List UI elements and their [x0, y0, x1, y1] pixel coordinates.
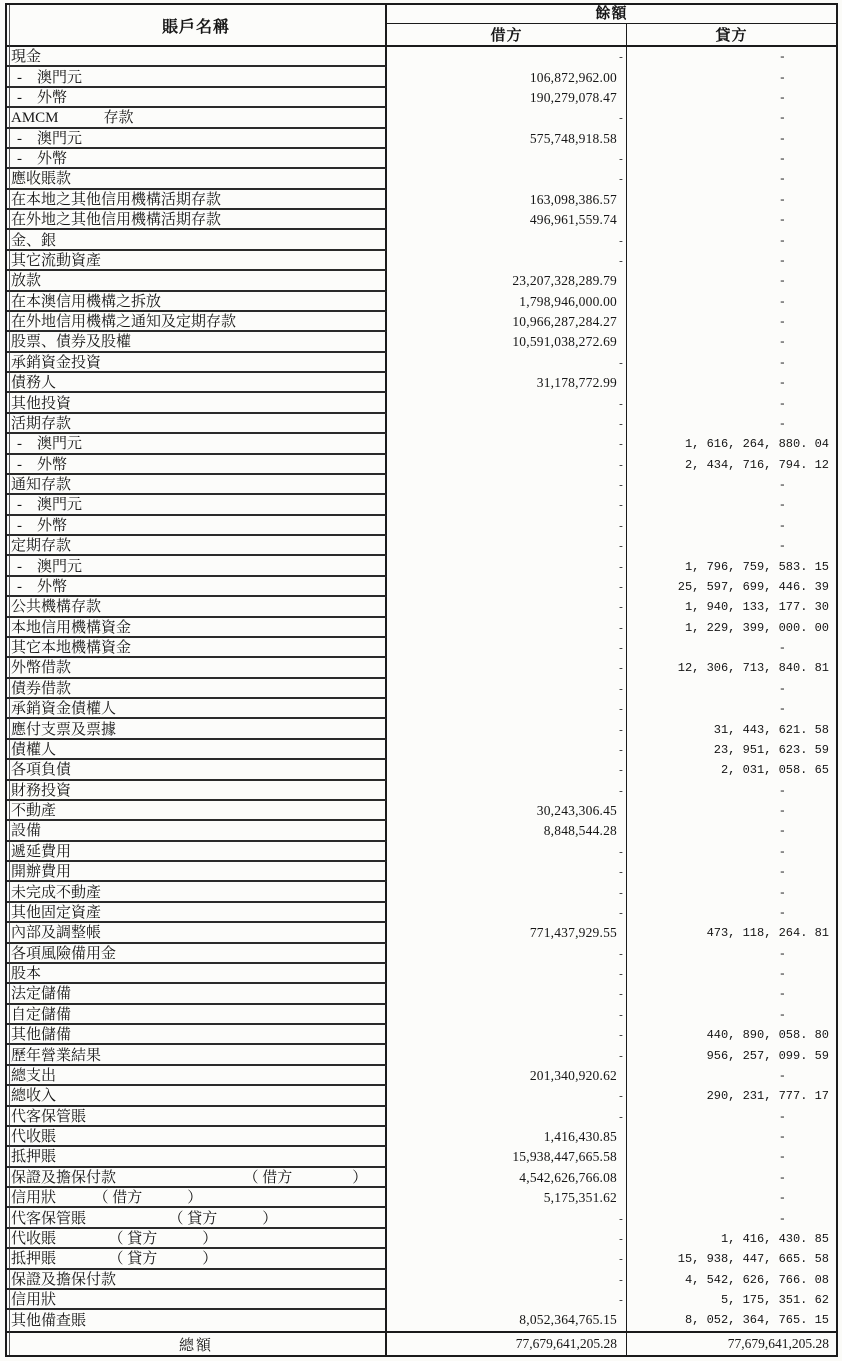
table-row [7, 719, 836, 739]
table-row [7, 230, 836, 250]
account-name-cell: 定期存款 [7, 536, 387, 556]
account-name-cell: 各項風險備用金 [7, 944, 387, 964]
table-row [7, 1127, 836, 1147]
account-name-cell: 其它本地機構資金 [7, 638, 387, 658]
account-name-cell: 其它流動資產 [7, 251, 387, 271]
debit-cell: - [387, 679, 627, 699]
table-row [7, 67, 836, 87]
account-name-cell: 代收賬 [7, 1127, 387, 1147]
table-row [7, 801, 836, 821]
table-row [7, 699, 836, 719]
credit-cell: - [778, 396, 786, 411]
debit-cell: - [387, 862, 627, 882]
account-name-cell: - 澳門元 [7, 495, 387, 515]
table-row [7, 271, 836, 291]
debit-cell: - [387, 1249, 627, 1269]
credit-cell: - [778, 172, 786, 187]
credit-cell: - [778, 783, 786, 798]
debit-cell: 10,966,287,284.27 [387, 312, 627, 332]
table-row [7, 577, 836, 597]
account-name-cell: 外幣借款 [7, 658, 387, 678]
account-name-cell: 財務投資 [7, 781, 387, 801]
account-name-cell: - 外幣 [7, 455, 387, 475]
account-name-cell: 債權人 [7, 740, 387, 760]
debit-cell: 8,848,544.28 [387, 821, 627, 841]
table-row [7, 1270, 836, 1290]
debit-cell: - [387, 577, 627, 597]
table-row [7, 638, 836, 658]
total-row [7, 1331, 836, 1355]
table-row [7, 210, 836, 230]
credit-cell: - [778, 233, 786, 248]
account-name-cell: 代客保管賬 [7, 1107, 387, 1127]
debit-cell: - [387, 1290, 627, 1310]
account-name-cell: 債券借款 [7, 679, 387, 699]
account-name-cell: 其他固定資產 [7, 903, 387, 923]
header-account-name: 賬戶名稱 [7, 5, 387, 45]
debit-cell: 163,098,386.57 [387, 190, 627, 210]
debit-cell: - [387, 903, 627, 923]
debit-cell: 23,207,328,289.79 [387, 271, 627, 291]
debit-cell: 8,052,364,765.15 [387, 1310, 627, 1330]
account-name-cell: 應收賬款 [7, 169, 387, 189]
account-name-cell: 遞延費用 [7, 842, 387, 862]
table-header [7, 5, 836, 47]
account-name-cell: 放款 [7, 271, 387, 291]
account-name-cell: 承銷資金投資 [7, 353, 387, 373]
credit-cell: - [778, 1109, 786, 1124]
table-row [7, 903, 836, 923]
credit-cell: - [778, 865, 786, 880]
debit-cell: - [387, 842, 627, 862]
debit-cell: - [387, 719, 627, 739]
table-row [7, 434, 836, 454]
account-name-cell: 在外地信用機構之通知及定期存款 [7, 312, 387, 332]
table-row [7, 292, 836, 312]
account-name-cell: 股本 [7, 964, 387, 984]
debit-cell: 4,542,626,766.08 [387, 1168, 627, 1188]
debit-cell: - [387, 781, 627, 801]
debit-cell: - [387, 1270, 627, 1290]
table-row [7, 1229, 836, 1249]
account-name-cell: - 澳門元 [7, 67, 387, 87]
debit-cell: 201,340,920.62 [387, 1066, 627, 1086]
table-row [7, 108, 836, 128]
debit-cell: 496,961,559.74 [387, 210, 627, 230]
table-row [7, 597, 836, 617]
debit-cell: - [387, 638, 627, 658]
account-name-cell: 總支出 [7, 1066, 387, 1086]
table-row [7, 1168, 836, 1188]
header-credit: 貸方 [715, 28, 748, 44]
debit-cell: - [387, 1107, 627, 1127]
account-name-cell: 保證及擔保付款 （ 借方 ） [7, 1168, 387, 1188]
credit-cell: - [778, 967, 786, 982]
credit-cell: 1, 229, 399, 000. 00 [684, 620, 829, 635]
table-row [7, 1066, 836, 1086]
credit-cell: 12, 306, 713, 840. 81 [677, 661, 829, 676]
debit-cell: 575,748,918.58 [387, 129, 627, 149]
debit-cell: - [387, 597, 627, 617]
credit-cell: 23, 951, 623. 59 [713, 742, 829, 757]
credit-cell: 8, 052, 364, 765. 15 [684, 1313, 829, 1328]
credit-cell: - [778, 416, 786, 431]
credit-cell: 5, 175, 351. 62 [720, 1293, 829, 1308]
credit-cell: - [778, 539, 786, 554]
table-row [7, 1249, 836, 1269]
debit-cell: - [387, 658, 627, 678]
account-name-cell: AMCM 存款 [7, 108, 387, 128]
debit-cell: - [387, 108, 627, 128]
account-name-cell: 在外地之其他信用機構活期存款 [7, 210, 387, 230]
account-name-cell: 在本地之其他信用機構活期存款 [7, 190, 387, 210]
account-name-cell: - 外幣 [7, 88, 387, 108]
table-row [7, 984, 836, 1004]
table-row [7, 47, 836, 67]
credit-cell: - [778, 274, 786, 289]
account-name-cell: 活期存款 [7, 414, 387, 434]
debit-cell: 15,938,447,665.58 [387, 1147, 627, 1167]
account-name-cell: 通知存款 [7, 475, 387, 495]
account-name-cell: 其他備查賬 [7, 1310, 387, 1330]
account-name-cell: - 澳門元 [7, 129, 387, 149]
debit-cell: - [387, 536, 627, 556]
table-row [7, 353, 836, 373]
account-name-cell: 其他儲備 [7, 1025, 387, 1045]
table-row [7, 618, 836, 638]
table-row [7, 923, 836, 943]
table-row [7, 169, 836, 189]
credit-cell: 956, 257, 099. 59 [706, 1048, 829, 1063]
credit-cell: - [778, 844, 786, 859]
table-row [7, 781, 836, 801]
header-balance: 餘額 [387, 5, 836, 24]
header-subcolumns [387, 24, 836, 45]
credit-cell: 31, 443, 621. 58 [713, 722, 829, 737]
credit-cell: - [778, 152, 786, 167]
debit-cell: - [387, 1045, 627, 1065]
debit-cell: - [387, 434, 627, 454]
table-row [7, 1290, 836, 1310]
credit-cell: - [778, 1211, 786, 1226]
credit-cell: - [778, 335, 786, 350]
debit-cell: - [387, 149, 627, 169]
credit-cell: 1, 796, 759, 583. 15 [684, 559, 829, 574]
account-name-cell: 應付支票及票據 [7, 719, 387, 739]
table-row [7, 251, 836, 271]
credit-cell: - [778, 804, 786, 819]
account-name-cell: 債務人 [7, 373, 387, 393]
debit-cell: - [387, 47, 627, 67]
account-name-cell: 在本澳信用機構之拆放 [7, 292, 387, 312]
table-body [7, 47, 836, 1331]
credit-cell: - [778, 1007, 786, 1022]
table-row [7, 964, 836, 984]
table-row [7, 88, 836, 108]
table-row [7, 149, 836, 169]
balance-table [5, 3, 838, 1357]
table-row [7, 821, 836, 841]
table-row [7, 536, 836, 556]
table-row [7, 332, 836, 352]
account-name-cell: 抵押賬 （ 貸方 ） [7, 1249, 387, 1269]
table-row [7, 882, 836, 902]
table-row [7, 862, 836, 882]
credit-cell: - [778, 518, 786, 533]
credit-cell: - [778, 946, 786, 961]
debit-cell: 1,416,430.85 [387, 1127, 627, 1147]
table-row [7, 944, 836, 964]
table-row [7, 455, 836, 475]
table-row [7, 1310, 836, 1330]
debit-cell: - [387, 556, 627, 576]
table-row [7, 1025, 836, 1045]
credit-cell: - [778, 50, 786, 65]
debit-cell: - [387, 495, 627, 515]
account-name-cell: - 澳門元 [7, 556, 387, 576]
debit-cell: - [387, 230, 627, 250]
table-row [7, 414, 836, 434]
table-row [7, 129, 836, 149]
table-row [7, 475, 836, 495]
account-name-cell: 設備 [7, 821, 387, 841]
debit-cell: 1,798,946,000.00 [387, 292, 627, 312]
table-row [7, 1086, 836, 1106]
debit-cell: - [387, 618, 627, 638]
credit-cell: - [778, 1191, 786, 1206]
account-name-cell: 股票、債券及股權 [7, 332, 387, 352]
credit-cell: 1, 940, 133, 177. 30 [684, 600, 829, 615]
credit-cell: 440, 890, 058. 80 [706, 1028, 829, 1043]
credit-cell: - [778, 641, 786, 656]
table-row [7, 373, 836, 393]
account-name-cell: 法定儲備 [7, 984, 387, 1004]
total-credit-value: 77,679,641,205.28 [727, 1336, 829, 1351]
credit-cell: - [778, 70, 786, 85]
account-name-cell: 本地信用機構資金 [7, 618, 387, 638]
credit-cell: - [778, 213, 786, 228]
table-row [7, 1208, 836, 1228]
debit-cell: 5,175,351.62 [387, 1188, 627, 1208]
debit-cell: 106,872,962.00 [387, 67, 627, 87]
table-row [7, 740, 836, 760]
table-row [7, 679, 836, 699]
account-name-cell: 各項負債 [7, 760, 387, 780]
debit-cell: - [387, 1229, 627, 1249]
debit-cell: 10,591,038,272.69 [387, 332, 627, 352]
account-name-cell: 信用狀 [7, 1290, 387, 1310]
credit-cell: - [778, 376, 786, 391]
credit-cell: - [778, 1170, 786, 1185]
account-name-cell: 信用狀 （ 借方 ） [7, 1188, 387, 1208]
table-row [7, 393, 836, 413]
account-name-cell: 其他投資 [7, 393, 387, 413]
account-name-cell: 未完成不動產 [7, 882, 387, 902]
credit-cell: - [778, 702, 786, 717]
table-row [7, 1107, 836, 1127]
debit-cell: - [387, 353, 627, 373]
debit-cell: - [387, 393, 627, 413]
table-row [7, 658, 836, 678]
account-name-cell: 保證及擔保付款 [7, 1270, 387, 1290]
credit-cell: - [778, 885, 786, 900]
debit-cell: - [387, 455, 627, 475]
table-row [7, 495, 836, 515]
account-name-cell: 公共機構存款 [7, 597, 387, 617]
credit-cell: 1, 416, 430. 85 [720, 1231, 829, 1246]
account-name-cell: 承銷資金債權人 [7, 699, 387, 719]
credit-cell: - [778, 90, 786, 105]
table-row [7, 1147, 836, 1167]
table-row [7, 190, 836, 210]
credit-cell: - [778, 824, 786, 839]
credit-cell: 473, 118, 264. 81 [706, 926, 829, 941]
table-row [7, 1005, 836, 1025]
credit-cell: - [778, 478, 786, 493]
account-name-cell: - 外幣 [7, 516, 387, 536]
credit-cell: 25, 597, 699, 446. 39 [677, 579, 829, 594]
debit-cell: - [387, 964, 627, 984]
debit-cell: - [387, 1005, 627, 1025]
debit-cell: 31,178,772.99 [387, 373, 627, 393]
credit-cell: - [778, 1150, 786, 1165]
account-name-cell: - 外幣 [7, 149, 387, 169]
account-name-cell: 代客保管賬 （ 貸方 ） [7, 1208, 387, 1228]
credit-cell: 2, 434, 716, 794. 12 [684, 457, 829, 472]
credit-cell: - [778, 315, 786, 330]
debit-cell: 190,279,078.47 [387, 88, 627, 108]
credit-cell: - [778, 355, 786, 370]
debit-cell: 30,243,306.45 [387, 801, 627, 821]
credit-cell: 2, 031, 058. 65 [720, 763, 829, 778]
debit-cell: - [387, 760, 627, 780]
debit-cell: - [387, 984, 627, 1004]
credit-cell: - [778, 253, 786, 268]
debit-cell: - [387, 251, 627, 271]
table-row [7, 760, 836, 780]
account-name-cell: 自定儲備 [7, 1005, 387, 1025]
account-name-cell: 抵押賬 [7, 1147, 387, 1167]
credit-cell: - [778, 1130, 786, 1145]
credit-cell: 1, 616, 264, 880. 04 [684, 437, 829, 452]
table-row [7, 842, 836, 862]
account-name-cell: 內部及調整帳 [7, 923, 387, 943]
account-name-cell: - 澳門元 [7, 434, 387, 454]
account-name-cell: 歷年營業結果 [7, 1045, 387, 1065]
credit-cell: - [778, 131, 786, 146]
account-name-cell: - 外幣 [7, 577, 387, 597]
credit-cell: - [778, 498, 786, 513]
debit-cell: - [387, 1025, 627, 1045]
table-row [7, 1188, 836, 1208]
debit-cell: - [387, 1086, 627, 1106]
table-row [7, 556, 836, 576]
debit-cell: - [387, 944, 627, 964]
table-row [7, 312, 836, 332]
credit-cell: - [778, 987, 786, 1002]
account-name-cell: 代收賬 （ 貸方 ） [7, 1229, 387, 1249]
account-name-cell: 總收入 [7, 1086, 387, 1106]
total-label: 總額 [7, 1333, 387, 1355]
table-row [7, 516, 836, 536]
credit-cell: - [778, 192, 786, 207]
debit-cell: - [387, 740, 627, 760]
header-balance-group [387, 5, 836, 45]
credit-cell: 4, 542, 626, 766. 08 [684, 1272, 829, 1287]
debit-cell: - [387, 882, 627, 902]
debit-cell: - [387, 516, 627, 536]
credit-cell: 290, 231, 777. 17 [706, 1089, 829, 1104]
credit-cell: - [778, 294, 786, 309]
debit-cell: 771,437,929.55 [387, 923, 627, 943]
debit-cell: - [387, 699, 627, 719]
debit-cell: - [387, 414, 627, 434]
credit-cell: - [778, 1068, 786, 1083]
debit-cell: - [387, 475, 627, 495]
account-name-cell: 開辦費用 [7, 862, 387, 882]
account-name-cell: 不動產 [7, 801, 387, 821]
table-row [7, 1045, 836, 1065]
account-name-cell: 金、銀 [7, 230, 387, 250]
header-debit: 借方 [387, 24, 627, 45]
debit-cell: - [387, 169, 627, 189]
credit-cell: - [778, 111, 786, 126]
credit-cell: - [778, 681, 786, 696]
credit-cell: - [778, 905, 786, 920]
credit-cell: 15, 938, 447, 665. 58 [677, 1252, 829, 1267]
debit-cell: - [387, 1208, 627, 1228]
account-name-cell: 現金 [7, 47, 387, 67]
total-debit-value: 77,679,641,205.28 [387, 1333, 627, 1355]
